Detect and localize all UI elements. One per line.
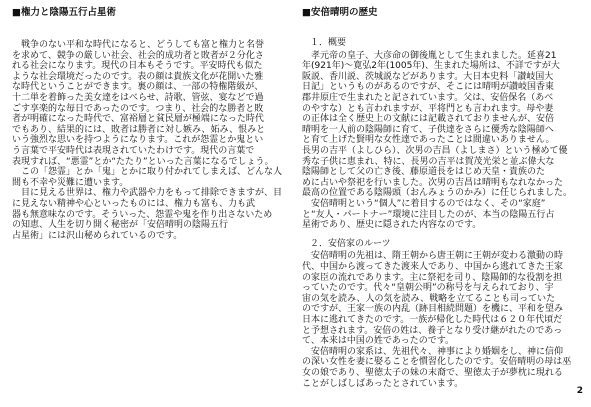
text-line: 器も無意味なのです。そういった、怨霊や鬼を作り出さないため [12, 209, 273, 220]
text-line: 十二単を着飾った美女達をはべらせ、詩歌、管弦、宴などで過 [12, 92, 264, 103]
overview-body [302, 51, 584, 231]
paragraph [302, 51, 584, 199]
text-line: 表現すれば、“悪霊”とか“たたり”といった言葉になるでしょう。 [12, 156, 274, 167]
text-line: 陰陽師として父の亡き後、藤原道長をはじめ天皇・貴族のた [302, 167, 546, 178]
text-line: 間も不幸や災難に遭います。 [12, 177, 129, 188]
subsection-heading-roots: ２．安倍家のルーツ [310, 238, 391, 249]
text-line: の知恵、人生を切り開く秘密が「安倍晴明の陰陽五行 [12, 220, 229, 231]
text-line: う言葉で平安時代は表現されていたわけです。現代の言葉で [12, 145, 255, 156]
text-line: に見えない精神や心といったものには、権力も富も、力も武 [12, 198, 256, 209]
subsection-heading-overview: １．概要 [310, 38, 347, 48]
text-line: ような社会環境だったのです。表の顔は貴族文化が花開いた雅 [12, 71, 264, 82]
text-line: 星術であり、歴史に隠された内容なのです。 [302, 220, 482, 231]
page-number: 2 [576, 386, 583, 396]
text-line: 安倍晴明という“個人”に着目するのではなく、その“家庭” [311, 199, 546, 209]
text-line: 戦争のない平和な時代になると、どうしても富と権力と名誉 [21, 40, 265, 50]
text-line: っていたのです。代々“皇朝公明”の称号を与えられており、宇 [302, 283, 554, 294]
text-line: 宙の気を読み、人の気を読み、戦略を立てることも司っていた [302, 293, 556, 304]
paragraph [302, 199, 584, 231]
text-line: を求めて、競争の厳しい社会、社会的成功者と敗者が２分化さ [12, 50, 264, 61]
text-line: いう強烈な思いを持つようになります。これが怨霊とか鬼とい [12, 135, 264, 146]
text-line: 安倍晴明の家系は、先祖代々、神事により婚姻をし、神に信仰 [311, 346, 564, 357]
text-line: 秀な子供に恵まれ、特に、長男の吉平は賀茂光栄と並ぶ偉大な [302, 156, 555, 167]
text-line: 女の娘であり、聖徳太子の妹の末裔で、聖徳太子が夢枕に現れる [302, 368, 563, 378]
text-line: て、本来は中国の姓であったのです。 [302, 336, 455, 347]
paragraph [302, 347, 584, 389]
text-line: の正体は全く歴史上の文献には記載されておりませんが、安倍 [302, 114, 555, 125]
right-section-title: ■安倍晴明の歴史 [302, 7, 378, 18]
text-line: のやすな）とも言われますが、平将門とも言われます。母や妻 [302, 103, 554, 114]
text-line: 郡井原庄で生まれたと記されています。父は、安倍保名（あべ [302, 93, 554, 104]
text-line: 年(921年)～寛弘2年(1005年)、生まれた場所は、不詳ですが大 [302, 61, 560, 72]
text-line: この「怨霊」とか「鬼」とかに取り付かれてしまえば、どんな人 [21, 167, 283, 178]
left-column [12, 6, 294, 241]
text-line: 阪説、香川説、茨城説などがあります。大日本史料「讃岐国大 [302, 71, 554, 82]
text-line: の家臣の流れであります。主に祭祀を司り、陰陽師的な役割を担 [302, 272, 563, 283]
text-line: 安倍晴明の先祖は、隋王朝から唐王朝に王朝が変わる激動の時 [311, 251, 564, 262]
text-line: 日記」というものがあるのですが、そこには晴明が讃岐国香東 [302, 82, 555, 93]
text-line: と“友人・パートナー”環境に注目したのが、本当の陰陽五行占 [302, 209, 555, 220]
text-line: ことがしばしばあったとされています。 [302, 378, 464, 389]
paragraph [12, 40, 294, 167]
text-line: の深い女性を妻に娶ることを慣習化したのです。安倍晴明の母は巫 [302, 357, 572, 368]
text-line: 占星術」には沢山秘められているのです。 [12, 230, 183, 241]
text-line: めに占いや祭祀を行いました。次男の吉昌は晴明もなれなかった [302, 177, 564, 188]
left-section-title: ■権力と陰陽五行占星術 [12, 7, 116, 18]
text-line: 目に見える世界は、権力や武器や力をもって排除できますが、目 [21, 188, 283, 199]
text-line: 日本に逃れてきたのです。一族が帰化した時代は６２０年代頃だ [302, 315, 563, 326]
right-column [302, 6, 584, 389]
roots-body [302, 251, 584, 389]
text-line: れる社会になります。現代の日本もそうです。平安時代も似た [12, 61, 263, 72]
text-line: 者が明確になった時代で、富裕層と貧民層が極端になった時代 [12, 114, 264, 125]
text-line: のですが、王家一族の内乱（跡目相続問題）を機に、平和を望み [302, 304, 564, 315]
paragraph [302, 251, 584, 346]
paragraph [12, 167, 294, 188]
text-line: でもあり、結果的には、敗者は勝者に対し嫉み、妬み、恨みと [12, 124, 266, 135]
text-line: 最高の位置である陰陽頭（おんみょうのかみ）に任じられました。 [302, 188, 573, 199]
text-line: と予想されます。安倍の姓は、養子となり受け継がれたのであっ [302, 325, 563, 336]
text-line: 代、中国から渡ってきた渡来人であり、中国から逃れてきた王家 [302, 262, 564, 273]
text-line: 孝元帝の皇子、大彦命の御後胤として生まれました。延喜21 [311, 50, 557, 61]
text-line: な時代ということができます。裏の顔は、一部の特権階級が、 [12, 82, 264, 93]
text-line: 晴明を一人前の陰陽師に育て、子供達をさらに優秀な陰陽師へ [302, 124, 554, 135]
paragraph [12, 188, 294, 241]
left-article-body [12, 40, 294, 241]
text-line: と育て上げた賢明な女性達であったことは間違いありません。 [302, 135, 555, 146]
text-line: 長男の吉平（よしひら）、次男の吉昌（よしまさ）という極めて優 [302, 146, 568, 157]
text-line: ごす享楽的な毎日であったのです。つまり、社会的な勝者と敗 [12, 103, 264, 114]
